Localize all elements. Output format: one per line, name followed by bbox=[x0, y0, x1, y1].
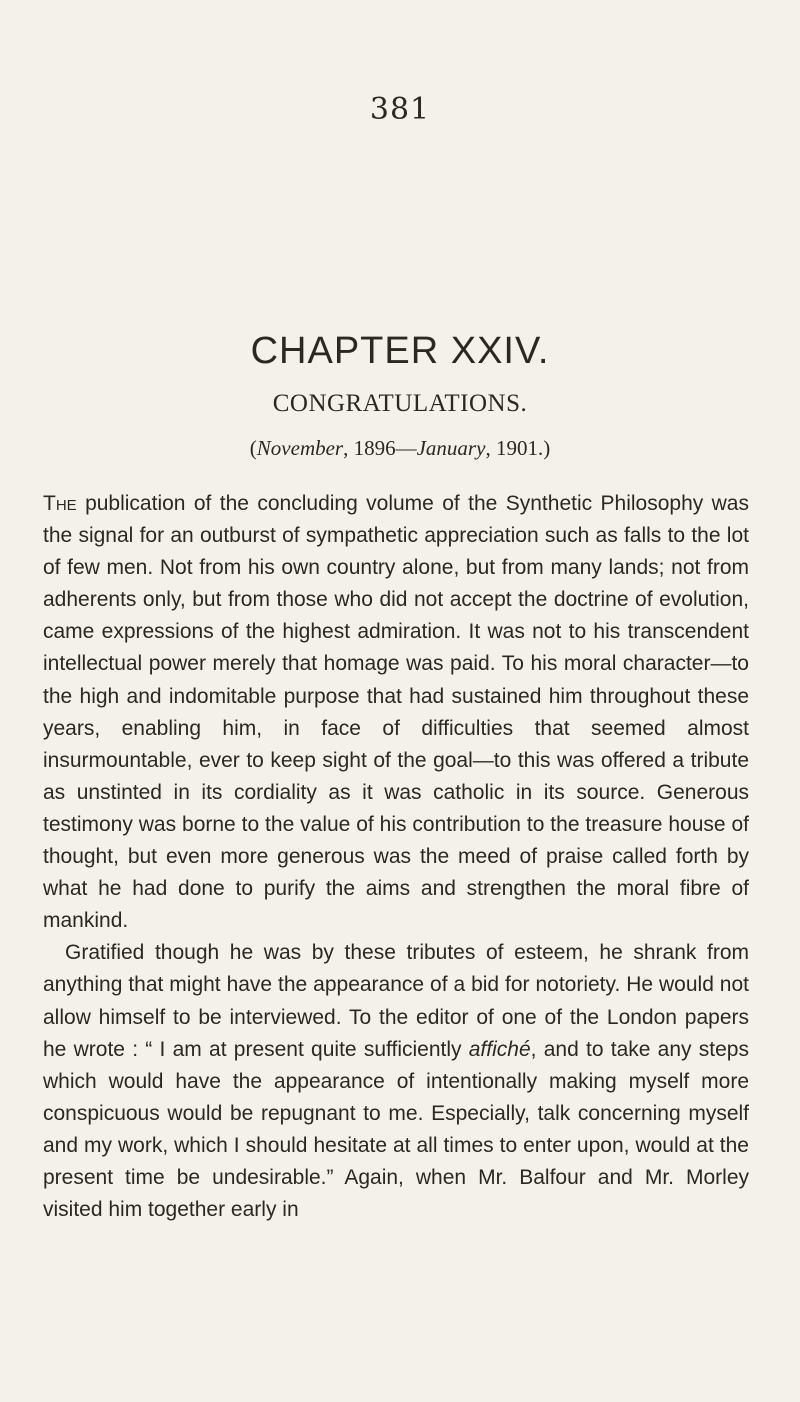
chapter-title: CHAPTER XXIV. bbox=[250, 330, 550, 372]
paragraph-2 bbox=[43, 937, 749, 1226]
date-sep-2: , 1901.) bbox=[485, 436, 551, 460]
date-range bbox=[0, 436, 800, 461]
section-title: CONGRATULATIONS. bbox=[272, 390, 528, 417]
date-sep-1: , 1896— bbox=[343, 436, 417, 460]
paragraph-2-text-after: , and to take any steps which would have the appearance of intentionally making myself more conspicuous would be repugnant to me. Especially, talk concerning myself and my work, which I should hesitate at all times to enter upon, would at the present time be undesirable.” Again, when Mr. Balfour and Mr. Morley visited him together early in bbox=[43, 1037, 749, 1222]
paragraph-2-text-before: Gratified though he was by these tributes of esteem, he shrank from anything that might have the appearance of a bid for notoriety. He would not allow himself to be interviewed. To the editor of one of the London papers he wrote : “ I am at present quite sufficiently bbox=[43, 941, 749, 1061]
paragraph-1-lead: The bbox=[43, 492, 77, 515]
body-text bbox=[43, 488, 749, 1226]
paragraph-1-text: publication of the concluding volume of the Synthetic Philosophy was the signal for an outburst of sympathetic appreciation such as falls to the lot of few men. Not from his own country alone, but from many lands; not from adherents only, but from those who did not accept the doctrine of evolution, came expressions of the highest admiration. It was not to his transcendent intellectual power merely that homage was paid. To his moral character—to the high and indomitable purpose that had sustained him throughout these years, enabling him, in face of difficulties that seemed almost insurmountable, ever to keep sight of the goal—to this was offered a tribute as unstinted in its cordiality as it was catholic in its source. Generous testimony was borne to the value of his contribution to the treasure house of thought, but even more generous was the meed of praise called forth by what he had done to purify the aims and strengthen the moral fibre of mankind. bbox=[43, 492, 749, 933]
page-number: 381 bbox=[369, 92, 431, 127]
paragraph-1 bbox=[43, 488, 749, 937]
date-open: ( bbox=[249, 436, 257, 460]
paragraph-2-italic-word: affiché bbox=[468, 1037, 531, 1061]
date-month-end: January bbox=[416, 436, 486, 460]
date-month-start: November bbox=[256, 436, 344, 460]
